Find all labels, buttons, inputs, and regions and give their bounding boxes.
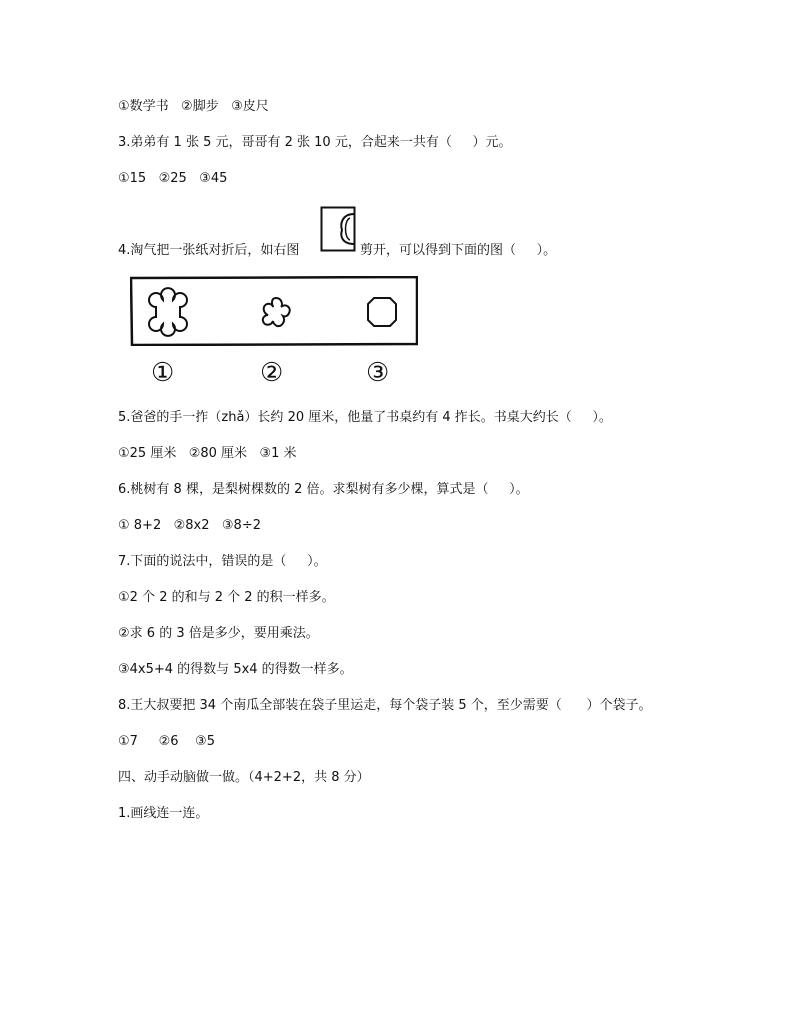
folded-paper-icon (320, 206, 356, 252)
question-5-options: ①25 厘米 ②80 厘米 ③1 米 (118, 446, 297, 461)
question-7: 7.下面的说法中，错误的是（ ）。 (118, 554, 327, 569)
question-7-option-3: ③4x5+4 的得数与 5x4 的得数一样多。 (118, 662, 353, 677)
question-3-options: ①15 ②25 ③45 (118, 171, 228, 186)
shape-options-box (130, 276, 418, 346)
octagon-shape (368, 298, 396, 326)
shape-label-1: ① (151, 358, 175, 388)
question-4-part1: 4.淘气把一张纸对折后，如右图 (118, 243, 300, 258)
question-7-option-1: ①2 个 2 的和与 2 个 2 的积一样多。 (118, 590, 335, 605)
shape-label-2: ② (260, 358, 284, 388)
question-4-part2: 剪开，可以得到下面的图（ ）。 (360, 243, 557, 258)
question-5: 5.爸爸的手一拃（zhǎ）长约 20 厘米，他量了书桌约有 4 拃长。书桌大约长（ ）。 (118, 410, 612, 425)
question-8-options: ①7 ②6 ③5 (118, 734, 215, 749)
shape-label-3: ③ (366, 358, 390, 388)
question-6-options: ① 8+2 ②8x2 ③8÷2 (118, 518, 261, 533)
clover-shape (149, 288, 187, 336)
question-8: 8.王大叔要把 34 个南瓜全部装在袋子里运走，每个袋子装 5 个，至少需要（ ）个袋子。 (118, 698, 652, 713)
question-3: 3.弟弟有 1 张 5 元，哥哥有 2 张 10 元，合起来一共有（ ）元。 (118, 135, 512, 150)
question-6: 6.桃树有 8 棵，是梨树棵数的 2 倍。求梨树有多少棵，算式是（ ）。 (118, 482, 529, 497)
flower-shape (263, 298, 290, 326)
options-line: ①数学书 ②脚步 ③皮尺 (118, 99, 269, 114)
section-4-question-1: 1.画线连一连。 (118, 806, 209, 821)
question-7-option-2: ②求 6 的 3 倍是多少，要用乘法。 (118, 626, 319, 641)
section-4-heading: 四、动手动脑做一做。（4+2+2，共 8 分） (118, 770, 370, 785)
